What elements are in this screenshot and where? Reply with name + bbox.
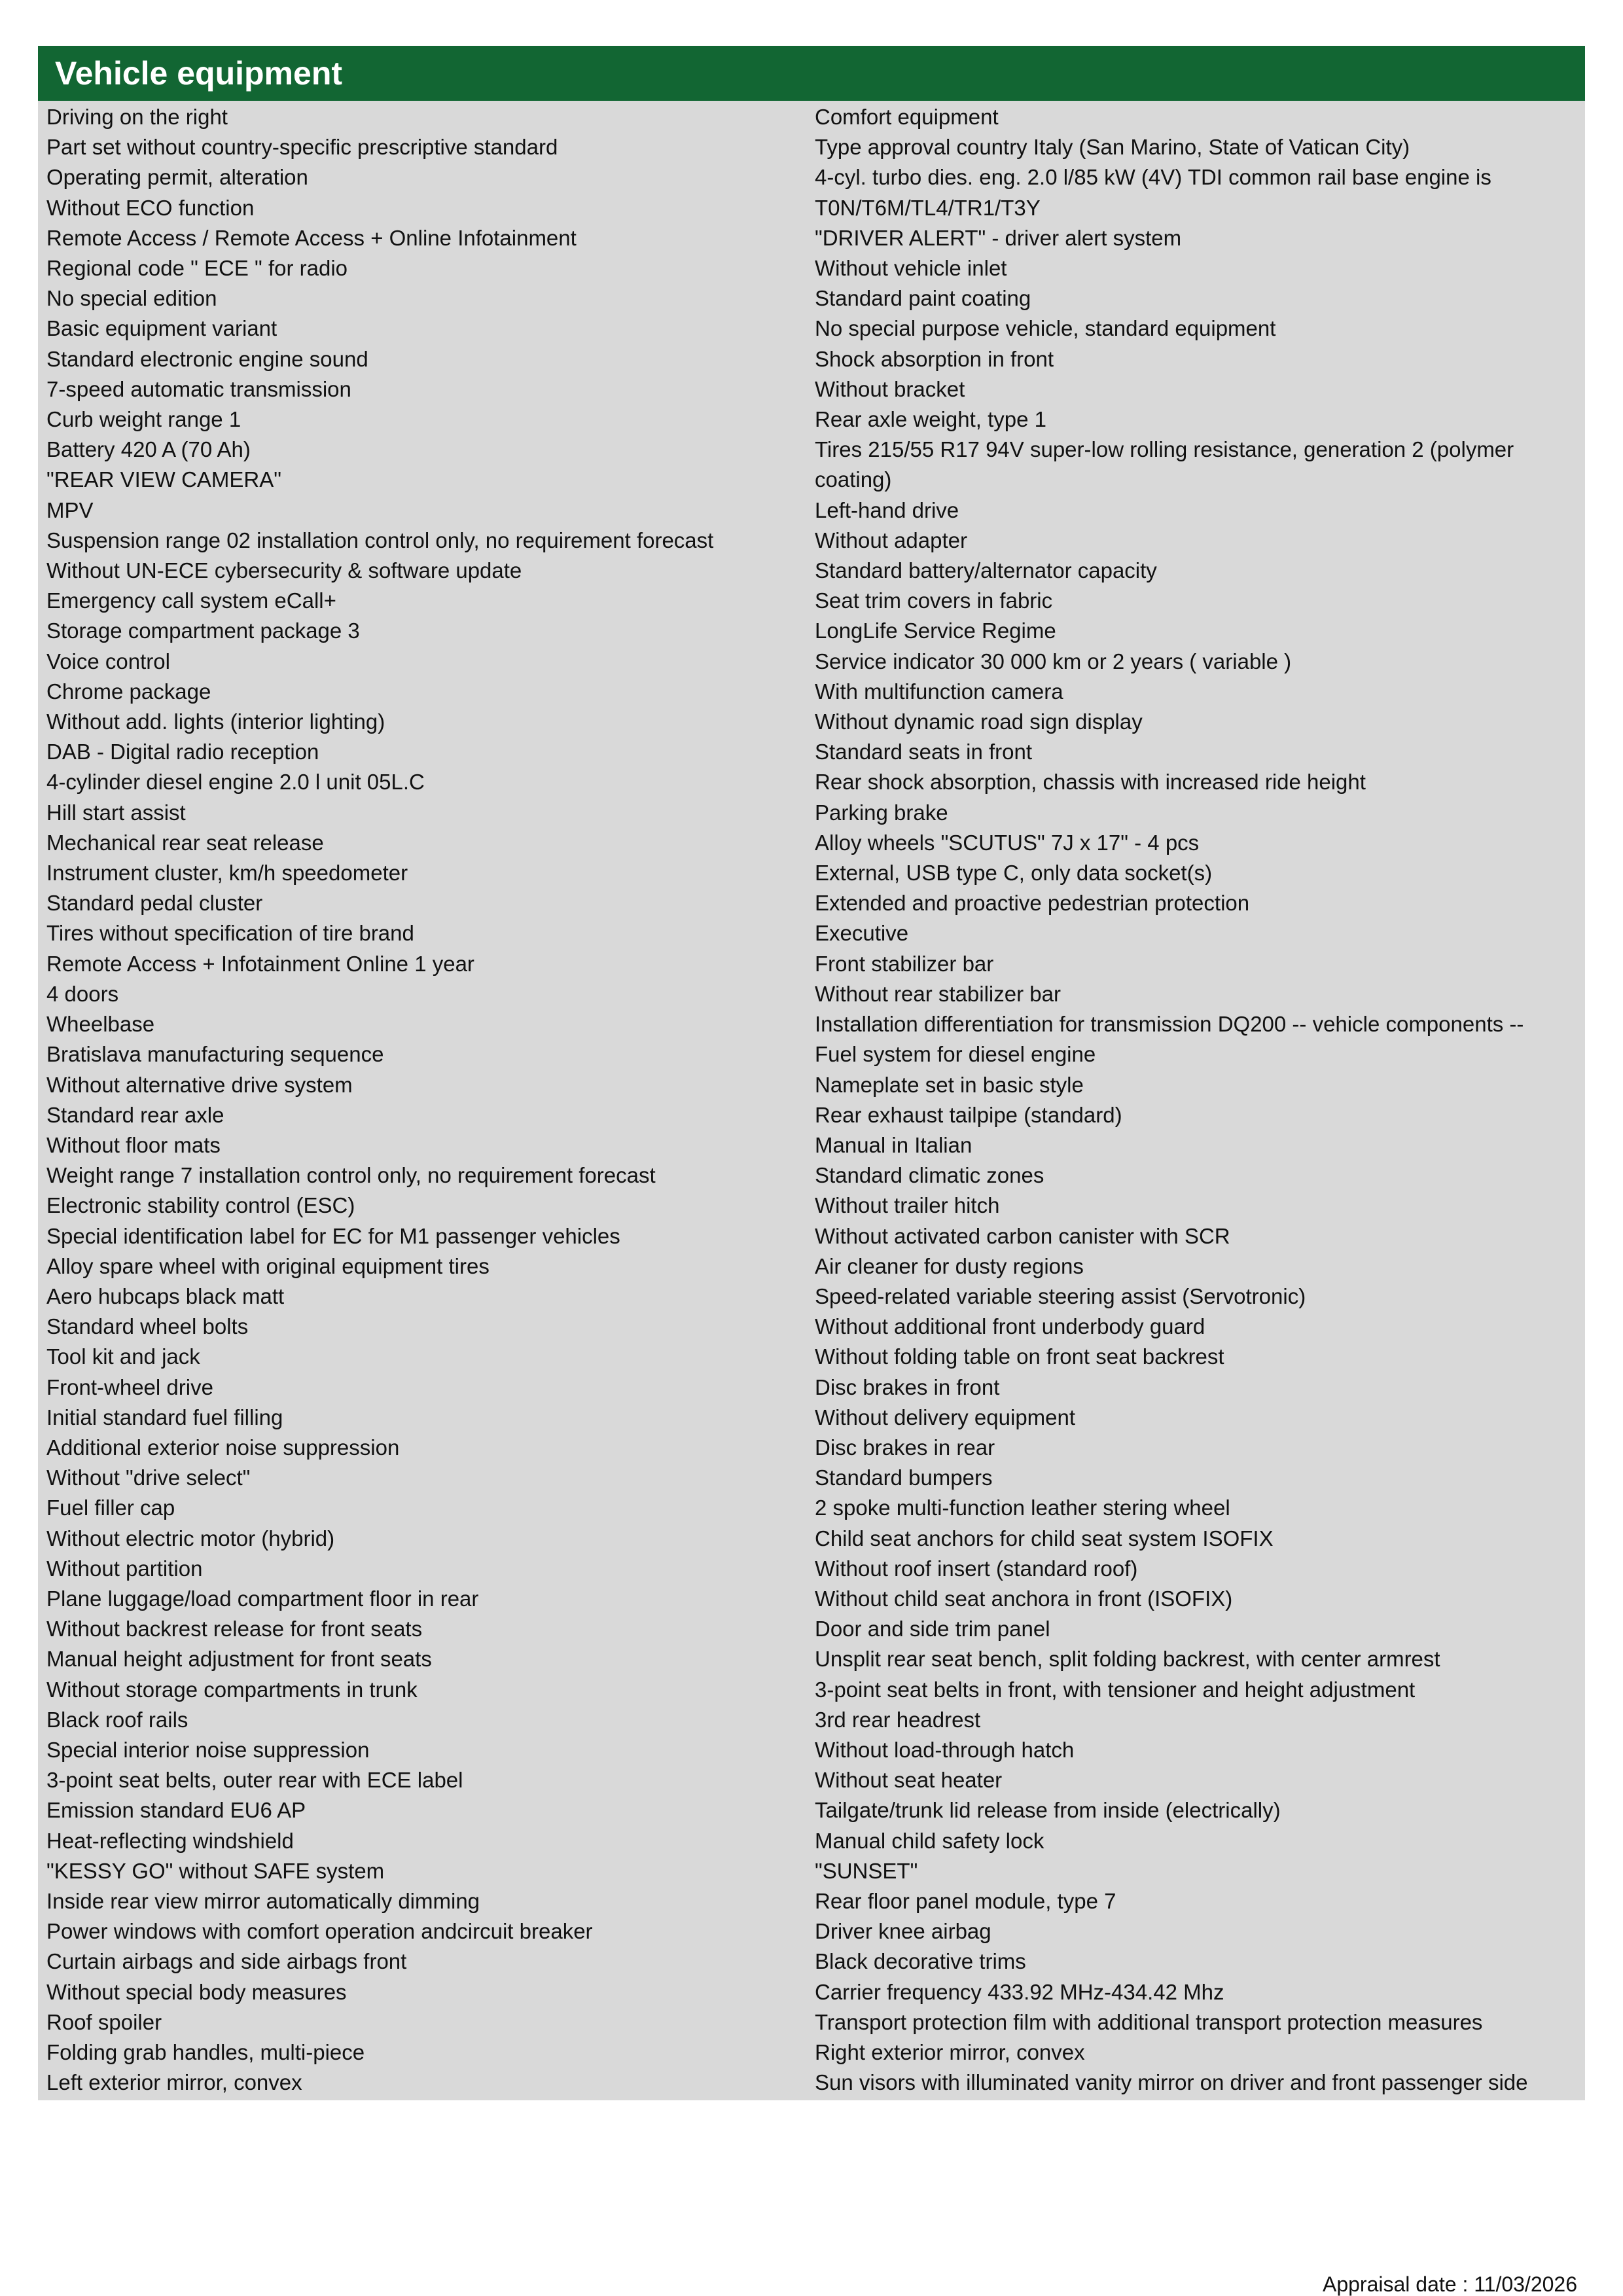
equipment-item: Driving on the right — [46, 105, 228, 129]
equipment-item: Alloy wheels "SCUTUS" 7J x 17" - 4 pcs — [815, 830, 1200, 855]
equipment-item: Standard battery/alternator capacity — [815, 558, 1157, 583]
equipment-item: Without dynamic road sign display — [815, 709, 1143, 734]
equipment-item: 4-cylinder diesel engine 2.0 l unit 05L.C — [46, 770, 425, 795]
equipment-item: Without floor mats — [46, 1132, 221, 1157]
equipment-item: Chrome package — [46, 679, 211, 704]
equipment-item: Right exterior mirror, convex — [815, 2040, 1085, 2064]
equipment-item: Plane luggage/load compartment floor in rear — [46, 1586, 479, 1611]
equipment-item: Special interior noise suppression — [46, 1737, 370, 1762]
equipment-item: Without electric motor (hybrid) — [46, 1526, 335, 1551]
equipment-item: Heat-reflecting windshield — [46, 1828, 294, 1853]
equipment-item: Suspension range 02 installation control only, no requirement forecast — [46, 528, 714, 552]
equipment-item: Without partition — [46, 1556, 203, 1581]
equipment-item: Without roof insert (standard roof) — [815, 1556, 1138, 1581]
equipment-item: Air cleaner for dusty regions — [815, 1253, 1084, 1278]
appraisal-date: Appraisal date : 11/03/2026 — [1322, 2272, 1577, 2296]
equipment-item: Weight range 7 installation control only, no requirement forecast — [46, 1163, 656, 1188]
equipment-item: Standard climatic zones — [815, 1163, 1044, 1188]
equipment-item: "SUNSET" — [815, 1858, 918, 1883]
equipment-item: 4 doors — [46, 981, 119, 1006]
equipment-item: Tires 215/55 R17 94V super-low rolling resistance, generation 2 (polymer coating) — [815, 437, 1514, 492]
equipment-item: Manual child safety lock — [815, 1828, 1044, 1853]
equipment-item: Door and side trim panel — [815, 1617, 1050, 1641]
equipment-item: Voice control — [46, 649, 170, 673]
equipment-item: Initial standard fuel filling — [46, 1405, 283, 1429]
equipment-item: Installation differentiation for transmission DQ200 -- vehicle components -- — [815, 1012, 1524, 1037]
equipment-item: Power windows with comfort operation andcircuit breaker — [46, 1919, 593, 1944]
equipment-item: Manual height adjustment for front seats — [46, 1647, 432, 1672]
equipment-item: Comfort equipment — [815, 105, 999, 129]
equipment-item: Service indicator 30 000 km or 2 years ( variable ) — [815, 649, 1292, 673]
section-title: Vehicle equipment — [38, 46, 1585, 101]
equipment-item: 3rd rear headrest — [815, 1707, 981, 1732]
equipment-item: "KESSY GO" without SAFE system — [46, 1858, 385, 1883]
equipment-item: Remote Access / Remote Access + Online Infotainment — [46, 225, 577, 250]
equipment-item: Standard seats in front — [815, 740, 1033, 764]
equipment-item: Front-wheel drive — [46, 1374, 213, 1399]
equipment-item: Fuel system for diesel engine — [815, 1042, 1096, 1067]
equipment-item: Bratislava manufacturing sequence — [46, 1042, 384, 1067]
equipment-item: Folding grab handles, multi-piece — [46, 2040, 365, 2064]
equipment-item: Tires without specification of tire brand — [46, 921, 414, 946]
equipment-item: Operating permit, alteration — [46, 165, 308, 190]
equipment-item: Standard pedal cluster — [46, 891, 263, 916]
equipment-item: Type approval country Italy (San Marino, State of Vatican City) — [815, 135, 1410, 160]
equipment-item: Curb weight range 1 — [46, 407, 241, 432]
equipment-item: Without "drive select" — [46, 1465, 251, 1490]
equipment-item: Nameplate set in basic style — [815, 1072, 1084, 1097]
equipment-item: Emission standard EU6 AP — [46, 1798, 306, 1823]
equipment-item: Left exterior mirror, convex — [46, 2070, 302, 2095]
equipment-item: Without UN-ECE cybersecurity & software update — [46, 558, 522, 583]
equipment-item: Instrument cluster, km/h speedometer — [46, 861, 408, 886]
equipment-item: Storage compartment package 3 — [46, 619, 360, 643]
equipment-item: Parking brake — [815, 800, 948, 825]
equipment-item: LongLife Service Regime — [815, 619, 1056, 643]
equipment-column-left — [38, 102, 812, 2098]
equipment-item: No special purpose vehicle, standard equipment — [815, 316, 1276, 341]
equipment-item: Unsplit rear seat bench, split folding backrest, with center armrest — [815, 1647, 1440, 1672]
equipment-item: Rear axle weight, type 1 — [815, 407, 1047, 432]
equipment-item: 3-point seat belts, outer rear with ECE label — [46, 1768, 463, 1793]
equipment-item: Additional exterior noise suppression — [46, 1435, 400, 1460]
equipment-item: Aero hubcaps black matt — [46, 1283, 285, 1308]
equipment-item: Standard bumpers — [815, 1465, 993, 1490]
equipment-item: Without activated carbon canister with SCR — [815, 1223, 1230, 1248]
equipment-item: Front stabilizer bar — [815, 951, 994, 976]
equipment-item: Without vehicle inlet — [815, 256, 1007, 281]
equipment-item: Without delivery equipment — [815, 1405, 1076, 1429]
equipment-item: Standard paint coating — [815, 286, 1031, 311]
equipment-item: Without additional front underbody guard — [815, 1314, 1205, 1339]
equipment-item: Disc brakes in rear — [815, 1435, 995, 1460]
equipment-item: MPV — [46, 497, 94, 522]
equipment-item: Part set without country-specific prescriptive standard — [46, 135, 558, 160]
equipment-item: Without folding table on front seat backrest — [815, 1344, 1224, 1369]
equipment-item: Driver knee airbag — [815, 1919, 991, 1944]
equipment-list — [38, 101, 1585, 2100]
equipment-item: Without bracket — [815, 376, 965, 401]
equipment-item: 4-cyl. turbo dies. eng. 2.0 l/85 kW (4V) TDI common rail base engine is T0N/T6M/TL4/TR1/T3Y — [815, 165, 1491, 220]
equipment-item: Electronic stability control (ESC) — [46, 1193, 355, 1218]
equipment-item: Without alternative drive system — [46, 1072, 353, 1097]
equipment-item: Standard wheel bolts — [46, 1314, 249, 1339]
equipment-item: Without add. lights (interior lighting) — [46, 709, 385, 734]
equipment-item: Curtain airbags and side airbags front — [46, 1949, 407, 1974]
equipment-item: "REAR VIEW CAMERA" — [46, 467, 281, 492]
equipment-item: Battery 420 A (70 Ah) — [46, 437, 251, 462]
equipment-item: Extended and proactive pedestrian protection — [815, 891, 1250, 916]
equipment-item: Alloy spare wheel with original equipment tires — [46, 1253, 490, 1278]
equipment-item: Speed-related variable steering assist (Servotronic) — [815, 1283, 1306, 1308]
equipment-item: Special identification label for EC for M1 passenger vehicles — [46, 1223, 620, 1248]
equipment-item: Wheelbase — [46, 1012, 155, 1037]
equipment-item: Left-hand drive — [815, 497, 959, 522]
equipment-item: Tool kit and jack — [46, 1344, 200, 1369]
equipment-item: Executive — [815, 921, 909, 946]
equipment-item: Transport protection film with additional transport protection measures — [815, 2009, 1483, 2034]
equipment-item: Seat trim covers in fabric — [815, 588, 1053, 613]
equipment-item: Standard rear axle — [46, 1102, 224, 1127]
equipment-item: Roof spoiler — [46, 2009, 162, 2034]
equipment-item: Shock absorption in front — [815, 346, 1054, 371]
equipment-item: Black decorative trims — [815, 1949, 1026, 1974]
equipment-item: Rear exhaust tailpipe (standard) — [815, 1102, 1122, 1127]
equipment-item: Child seat anchors for child seat system ISOFIX — [815, 1526, 1274, 1551]
equipment-item: Without load-through hatch — [815, 1737, 1075, 1762]
equipment-item: Disc brakes in front — [815, 1374, 1000, 1399]
equipment-item: Rear floor panel module, type 7 — [815, 1888, 1116, 1913]
equipment-item: Standard electronic engine sound — [46, 346, 368, 371]
equipment-item: Tailgate/trunk lid release from inside (electrically) — [815, 1798, 1281, 1823]
equipment-item: Without seat heater — [815, 1768, 1003, 1793]
equipment-item: Without special body measures — [46, 1979, 347, 2004]
equipment-item: Without adapter — [815, 528, 967, 552]
equipment-item: With multifunction camera — [815, 679, 1063, 704]
equipment-item: Without rear stabilizer bar — [815, 981, 1061, 1006]
equipment-item: Without storage compartments in trunk — [46, 1677, 418, 1702]
equipment-item: 2 spoke multi-function leather stering wheel — [815, 1496, 1230, 1520]
equipment-item: 3-point seat belts in front, with tensioner and height adjustment — [815, 1677, 1416, 1702]
equipment-item: Manual in Italian — [815, 1132, 972, 1157]
equipment-item: Emergency call system eCall+ — [46, 588, 336, 613]
equipment-column-right — [812, 102, 1585, 2098]
equipment-item: Mechanical rear seat release — [46, 830, 324, 855]
equipment-item: Without backrest release for front seats — [46, 1617, 423, 1641]
equipment-item: 7-speed automatic transmission — [46, 376, 351, 401]
equipment-item: DAB - Digital radio reception — [46, 740, 319, 764]
equipment-item: Sun visors with illuminated vanity mirror on driver and front passenger side — [815, 2070, 1528, 2095]
equipment-item: Without child seat anchora in front (ISOFIX) — [815, 1586, 1233, 1611]
equipment-item: Carrier frequency 433.92 MHz-434.42 Mhz — [815, 1979, 1224, 2004]
equipment-item: Regional code " ECE " for radio — [46, 256, 348, 281]
equipment-item: Remote Access + Infotainment Online 1 year — [46, 951, 474, 976]
equipment-item: Hill start assist — [46, 800, 186, 825]
vehicle-equipment-section — [38, 46, 1585, 2100]
equipment-item: Without ECO function — [46, 195, 255, 220]
equipment-item: External, USB type C, only data socket(s) — [815, 861, 1213, 886]
equipment-item: Without trailer hitch — [815, 1193, 1000, 1218]
equipment-item: Rear shock absorption, chassis with increased ride height — [815, 770, 1366, 795]
equipment-item: "DRIVER ALERT" - driver alert system — [815, 225, 1182, 250]
equipment-item: No special edition — [46, 286, 217, 311]
equipment-item: Inside rear view mirror automatically dimming — [46, 1888, 480, 1913]
equipment-item: Fuel filler cap — [46, 1496, 175, 1520]
equipment-item: Black roof rails — [46, 1707, 188, 1732]
equipment-item: Basic equipment variant — [46, 316, 277, 341]
